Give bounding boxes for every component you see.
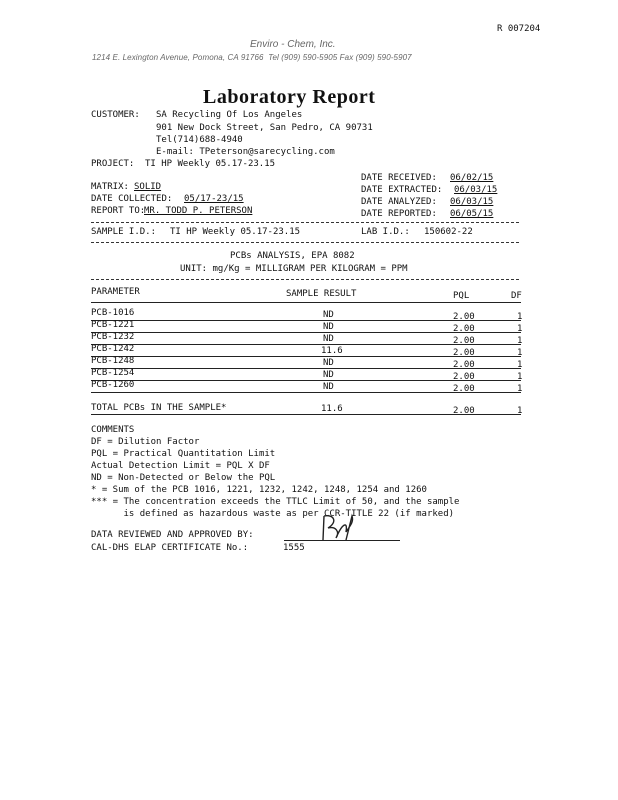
row-parameter: PCB-1260: [91, 380, 135, 390]
comment-line: is defined as hazardous waste as per CCR-TITLE 22 (if marked): [91, 509, 455, 519]
row-pql: 2.00: [453, 372, 475, 382]
analysis-unit: UNIT: mg/Kg = MILLIGRAM PER KILOGRAM = PPM: [180, 264, 408, 274]
row-result: ND: [323, 382, 334, 392]
divider: [91, 279, 519, 280]
comment-line: ND = Non-Detected or Below the PQL: [91, 473, 276, 483]
row-result: ND: [323, 334, 334, 344]
comment-line: PQL = Practical Quantitation Limit: [91, 449, 276, 459]
header-parameter: PARAMETER: [91, 287, 140, 297]
row-pql: 2.00: [453, 348, 475, 358]
total-df: 1: [517, 406, 523, 416]
row-line: [91, 414, 521, 415]
page-title: Laboratory Report: [203, 86, 376, 108]
report-to-value: MR. TODD P. PETERSON: [144, 206, 253, 216]
date-reported: 06/05/15: [450, 209, 494, 219]
date-collected-label: DATE COLLECTED:: [91, 194, 173, 204]
date-extracted: 06/03/15: [454, 185, 498, 195]
total-pql: 2.00: [453, 406, 475, 416]
lab-name: Enviro - Chem, Inc.: [250, 39, 336, 50]
row-parameter: PCB-1221: [91, 320, 135, 330]
row-line: [91, 380, 521, 381]
analysis-title: PCBs ANALYSIS, EPA 8082: [230, 251, 355, 261]
row-df: 1: [517, 384, 523, 394]
cert-label: CAL-DHS ELAP CERTIFICATE No.:: [91, 543, 249, 553]
row-line: [91, 332, 521, 333]
lab-id-label: LAB I.D.:: [361, 227, 410, 237]
row-result: ND: [323, 370, 334, 380]
document-number: R 007204: [497, 24, 541, 34]
comment-line: * = Sum of the PCB 1016, 1221, 1232, 1242, 1248, 1254 and 1260: [91, 485, 427, 495]
sample-id-label: SAMPLE I.D.:: [91, 227, 157, 237]
row-result: ND: [323, 358, 334, 368]
cert-value: 1555: [283, 543, 305, 553]
row-pql: 2.00: [453, 312, 475, 322]
date-reported-label: DATE REPORTED:: [361, 209, 437, 219]
date-extracted-label: DATE EXTRACTED:: [361, 185, 443, 195]
project-label: PROJECT:: [91, 159, 135, 169]
approval-label: DATA REVIEWED AND APPROVED BY:: [91, 530, 254, 540]
header-df: DF: [511, 291, 522, 301]
total-parameter: TOTAL PCBs IN THE SAMPLE*: [91, 403, 227, 413]
row-line: [91, 368, 521, 369]
row-pql: 2.00: [453, 384, 475, 394]
row-pql: 2.00: [453, 324, 475, 334]
row-parameter: PCB-1248: [91, 356, 135, 366]
sample-id-value: TI HP Weekly 05.17-23.15: [170, 227, 301, 237]
row-line: [91, 392, 521, 393]
header-pql: PQL: [453, 291, 470, 301]
row-parameter: PCB-1016: [91, 308, 135, 318]
date-analyzed: 06/03/15: [450, 197, 494, 207]
date-received: 06/02/15: [450, 173, 494, 183]
comment-line: DF = Dilution Factor: [91, 437, 200, 447]
lab-id-value: 150602-22: [424, 227, 473, 237]
report-to-label: REPORT TO:: [91, 206, 146, 216]
date-collected: 05/17-23/15: [184, 194, 244, 204]
row-line: [91, 320, 521, 321]
lab-address: 1214 E. Lexington Avenue, Pomona, CA 91766 Tel (909) 590-5905 Fax (909) 590-5907: [92, 53, 412, 62]
signature-image: [316, 510, 360, 544]
row-df: 1: [517, 372, 523, 382]
total-result: 11.6: [321, 404, 343, 414]
matrix-value: SOLID: [134, 182, 162, 192]
customer-email: E-mail: TPeterson@sarecycling.com: [156, 147, 335, 157]
row-df: 1: [517, 324, 523, 334]
divider: [91, 242, 519, 243]
row-result: ND: [323, 310, 334, 320]
row-pql: 2.00: [453, 360, 475, 370]
comments-heading: COMMENTS: [91, 425, 135, 435]
row-parameter: PCB-1254: [91, 368, 135, 378]
date-received-label: DATE RECEIVED:: [361, 173, 437, 183]
row-df: 1: [517, 360, 523, 370]
customer-name: SA Recycling Of Los Angeles: [156, 110, 303, 120]
row-result: 11.6: [321, 346, 343, 356]
row-parameter: PCB-1232: [91, 332, 135, 342]
customer-street: 901 New Dock Street, San Pedro, CA 90731: [156, 123, 373, 133]
row-pql: 2.00: [453, 336, 475, 346]
row-df: 1: [517, 348, 523, 358]
project-value: TI HP Weekly 05.17-23.15: [145, 159, 276, 169]
divider: [91, 222, 519, 223]
row-df: 1: [517, 336, 523, 346]
comment-line: *** = The concentration exceeds the TTLC Limit of 50, and the sample: [91, 497, 460, 507]
row-line: [91, 344, 521, 345]
row-line: [91, 356, 521, 357]
customer-tel: Tel(714)688-4940: [156, 135, 243, 145]
divider: [91, 302, 521, 303]
matrix-label: MATRIX:: [91, 182, 129, 192]
row-df: 1: [517, 312, 523, 322]
customer-label: CUSTOMER:: [91, 110, 140, 120]
row-parameter: PCB-1242: [91, 344, 135, 354]
date-analyzed-label: DATE ANALYZED:: [361, 197, 437, 207]
comment-line: Actual Detection Limit = PQL X DF: [91, 461, 270, 471]
header-sample-result: SAMPLE RESULT: [286, 289, 357, 299]
row-result: ND: [323, 322, 334, 332]
